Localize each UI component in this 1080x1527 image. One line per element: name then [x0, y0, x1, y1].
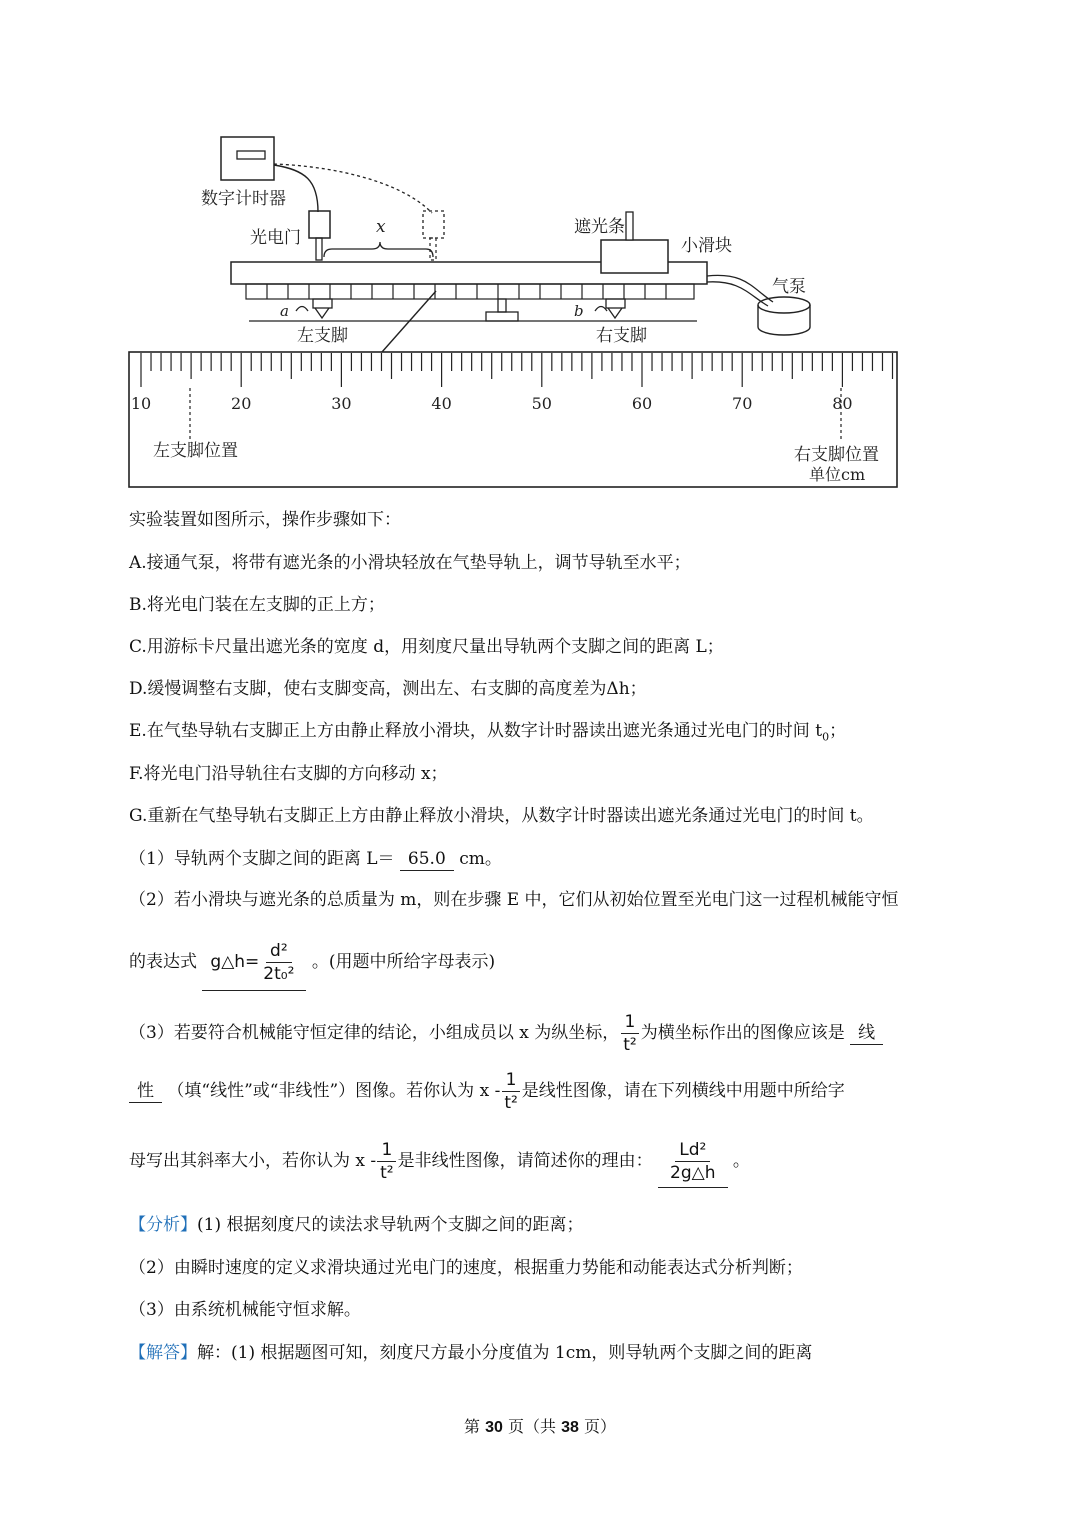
ruler-tick-label: 10	[130, 394, 152, 413]
q1-answer: 65.0	[400, 848, 454, 871]
q3-slope-numerator: Ld²	[675, 1139, 710, 1162]
q3-frac-den-2: t²	[504, 1093, 518, 1113]
q3-slope-fraction	[666, 1139, 719, 1184]
shading-strip	[626, 212, 633, 240]
footer-suffix: 页）	[583, 1417, 616, 1436]
left-foot-label: 左支脚	[297, 326, 348, 346]
ruler-tick-label: 30	[331, 394, 352, 413]
solution-tag: 【解答】	[129, 1343, 197, 1363]
q3-answer-part2: 性	[129, 1080, 162, 1103]
q1-suffix: cm。	[459, 849, 502, 869]
q3-end: 。	[732, 1151, 750, 1171]
track-segments	[246, 284, 694, 299]
step-b: B.将光电门装在左支脚的正上方；	[129, 595, 385, 615]
step-c: C.用游标卡尺量出遮光条的宽度 d，用刻度尺量出导轨两个支脚之间的距离 L；	[129, 637, 724, 657]
q3-slope-answer	[658, 1135, 727, 1188]
timer-label: 数字计时器	[201, 189, 286, 209]
right-foot-position-label: 右支脚位置	[794, 445, 879, 465]
step-g: G.重新在气垫导轨右支脚正上方由静止释放小滑块，从数字计时器读出遮光条通过光电门的时间 t。	[129, 806, 874, 826]
left-foot-position-label: 左支脚位置	[153, 441, 238, 461]
x-label: x	[376, 217, 386, 237]
apparatus-diagram	[0, 0, 1080, 500]
q3-frac-num-2: 1	[502, 1069, 521, 1092]
photogate-stem	[316, 238, 322, 260]
question-3-line2	[129, 1066, 980, 1116]
slider-label: 小滑块	[681, 236, 732, 256]
footer-page: 30	[485, 1419, 503, 1436]
ruler-tick-label: 70	[732, 394, 753, 413]
middle-foot	[486, 299, 518, 321]
q3-frac-num-3: 1	[377, 1139, 396, 1162]
q3-f: 是非线性图像，请简述你的理由：	[397, 1151, 653, 1171]
q2-answer-left: g△h=	[210, 952, 260, 972]
q3-b: 为横坐标作出的图像应该是	[640, 1023, 845, 1043]
ruler-tick-label: 50	[531, 394, 552, 413]
q3-frac-den-3: t²	[380, 1163, 394, 1183]
question-2-line2	[129, 932, 980, 992]
foot-a-label: a	[280, 302, 289, 320]
question-3-line3	[129, 1133, 980, 1189]
step-d: D.缓慢调整右支脚，使右支脚变高，测出左、右支脚的高度差为Δh；	[129, 679, 647, 699]
q2-suffix: 。(用题中所给字母表示)	[311, 952, 496, 972]
step-a: A.接通气泵，将带有遮光条的小滑块轻放在气垫导轨上，调节导轨至水平；	[129, 553, 691, 573]
footer-prefix: 第	[463, 1417, 480, 1436]
analysis-3: （3）由系统机械能守恒求解。	[129, 1300, 361, 1320]
ruler-tick-labels	[131, 394, 853, 413]
photogate-moved	[423, 211, 444, 238]
q3-frac-den-1: t²	[623, 1035, 637, 1055]
ruler-tick-label: 60	[631, 394, 653, 413]
ruler	[129, 352, 897, 487]
q2-prefix: 的表达式	[129, 952, 197, 972]
footer-total: 38	[561, 1419, 579, 1436]
air-hose	[707, 275, 773, 302]
step-e-end: ；	[829, 721, 847, 741]
slider-block	[601, 240, 668, 273]
page-footer	[0, 1414, 1080, 1437]
right-foot-label: 右支脚	[596, 326, 647, 346]
solution-1-text: 解：(1) 根据题图可知，刻度尺方最小分度值为 1cm，则导轨两个支脚之间的距离	[197, 1343, 813, 1363]
question-2-line1: （2）若小滑块与遮光条的总质量为 m，则在步骤 E 中，它们从初始位置至光电门这一过程机械能守恒	[129, 890, 899, 910]
footer-middle: 页（共	[507, 1417, 556, 1436]
air-pump-body	[758, 305, 810, 335]
foot-b-label: b	[574, 302, 584, 320]
q3-a: （3）若要符合机械能守恒定律的结论，小组成员以 x 为纵坐标，	[129, 1023, 620, 1043]
right-foot	[595, 299, 625, 318]
q2-answer-numerator: d²	[266, 940, 292, 963]
q3-answer-part1: 线	[850, 1022, 883, 1045]
question-3-line1	[129, 1008, 980, 1058]
q3-c: （填“线性”或“非线性”）图像。若你认为 x -	[167, 1081, 501, 1101]
solution-1	[129, 1341, 980, 1365]
analysis-1-text: (1) 根据刻度尺的读法求导轨两个支脚之间的距离；	[197, 1215, 584, 1235]
photogate	[309, 211, 330, 238]
shading-strip-label: 遮光条	[574, 217, 625, 237]
q2-answer-denominator: 2t₀²	[263, 963, 295, 984]
q1-prefix: （1）导轨两个支脚之间的距离 L＝	[129, 849, 395, 869]
unit-label: 单位cm	[809, 465, 866, 484]
ruler-tick-label: 20	[231, 394, 252, 413]
step-e-text: E.在气垫导轨右支脚正上方由静止释放小滑块，从数字计时器读出遮光条通过光电门的时间 t	[129, 721, 823, 741]
analysis-tag: 【分析】	[129, 1215, 197, 1235]
q3-e: 母写出其斜率大小，若你认为 x -	[129, 1151, 377, 1171]
analysis-2: （2）由瞬时速度的定义求滑块通过光电门的速度，根据重力势能和动能表达式分析判断；	[129, 1258, 803, 1278]
ruler-tick-label: 40	[431, 394, 452, 413]
q3-slope-denominator: 2g△h	[670, 1162, 716, 1183]
intro-text: 实验装置如图所示，操作步骤如下：	[129, 510, 401, 530]
step-e-subscript: 0	[822, 730, 830, 744]
air-pump-label: 气泵	[772, 277, 806, 297]
q3-d: 是线性图像，请在下列横线中用题中所给字	[521, 1081, 845, 1101]
q2-answer	[202, 934, 306, 991]
q2-answer-fraction	[259, 940, 298, 985]
step-e	[129, 719, 980, 749]
timer-display	[237, 151, 265, 159]
q3-fraction-1	[619, 1011, 640, 1056]
left-foot	[296, 299, 332, 318]
x-brace	[324, 242, 433, 257]
q3-frac-num-1: 1	[621, 1011, 640, 1034]
photogate-label: 光电门	[250, 228, 301, 248]
q3-fraction-3	[376, 1139, 397, 1184]
q3-fraction-2	[500, 1069, 521, 1114]
step-f: F.将光电门沿导轨往右支脚的方向移动 x；	[129, 764, 448, 784]
ruler-ticks	[141, 353, 893, 387]
ruler-tick-label: 80	[832, 394, 853, 413]
question-1	[129, 847, 980, 871]
analysis-1	[129, 1213, 980, 1237]
apparatus-figure	[0, 0, 1080, 500]
